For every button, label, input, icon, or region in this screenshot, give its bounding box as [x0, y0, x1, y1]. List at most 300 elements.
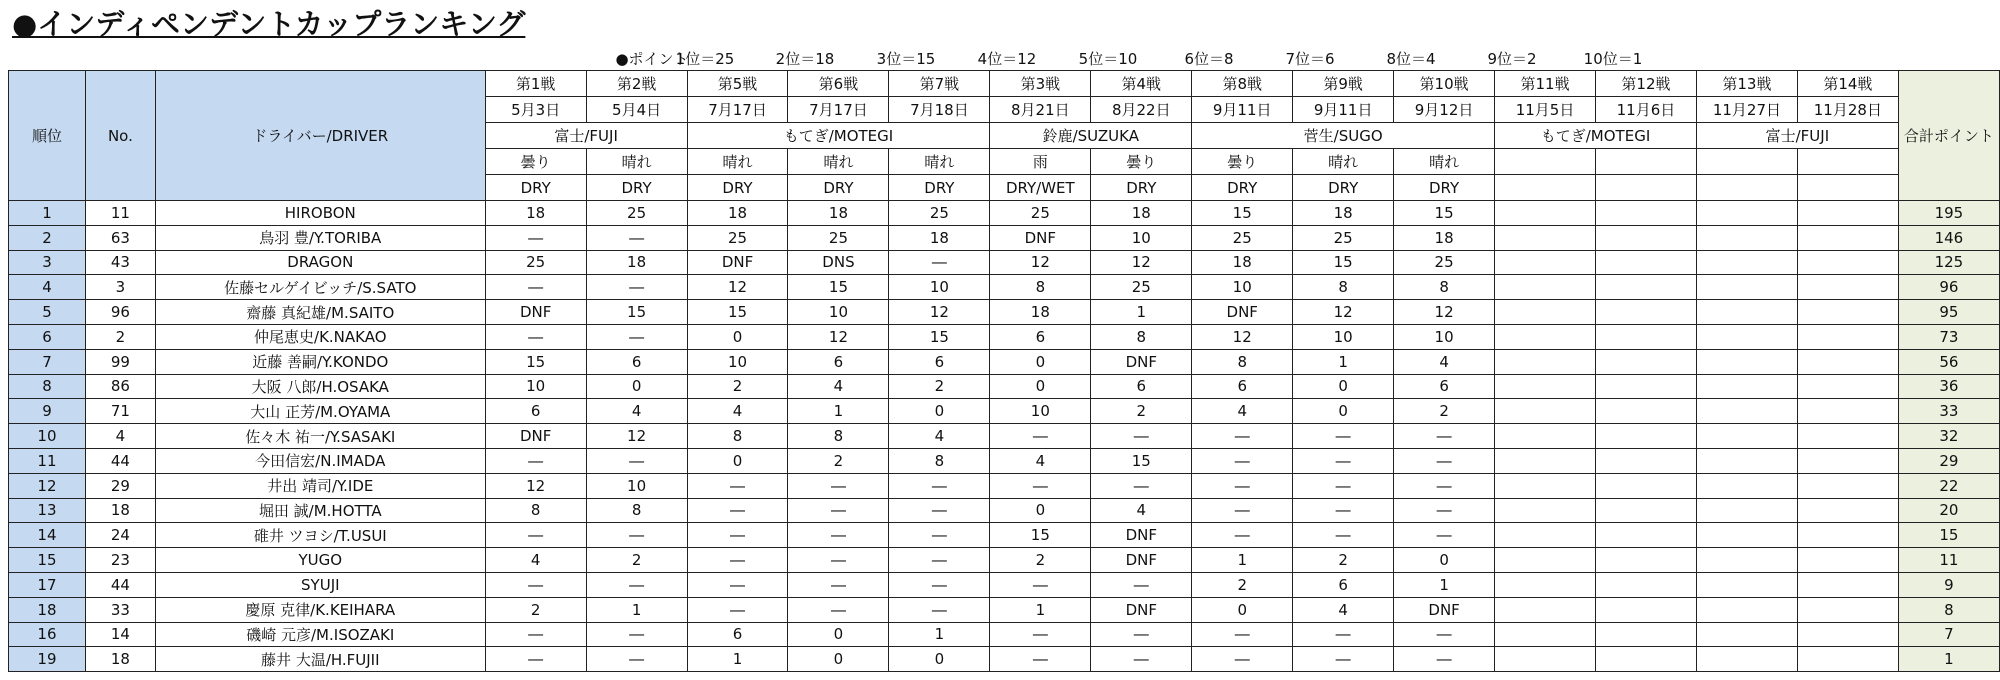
cell-result: 18 — [1293, 201, 1394, 226]
table-row — [9, 225, 2000, 250]
cell-result — [1797, 548, 1898, 573]
cell-result: 10 — [586, 473, 687, 498]
cell-rank: 4 — [9, 275, 86, 300]
cell-result: ― — [485, 225, 586, 250]
cell-result: 10 — [1192, 275, 1293, 300]
cell-driver: HIROBON — [155, 201, 485, 226]
cell-result: 8 — [990, 275, 1091, 300]
cell-rank: 8 — [9, 374, 86, 399]
cell-total: 9 — [1898, 572, 1999, 597]
table-row — [9, 275, 2000, 300]
header-weather: 雨 — [990, 149, 1091, 175]
cell-result: DNF — [1091, 349, 1192, 374]
cell-driver: SYUJI — [155, 572, 485, 597]
cell-result: 1 — [889, 622, 990, 647]
header-surface: DRY — [687, 175, 788, 201]
header-surface: DRY — [788, 175, 889, 201]
cell-no: 99 — [85, 349, 155, 374]
cell-driver: 藤井 大温/H.FUJII — [155, 647, 485, 672]
cell-result: ― — [788, 473, 889, 498]
cell-result — [1495, 300, 1596, 325]
cell-result: ― — [485, 523, 586, 548]
cell-result: ― — [1091, 622, 1192, 647]
cell-result — [1797, 225, 1898, 250]
header-date: 11月5日 — [1495, 97, 1596, 123]
cell-result — [1495, 275, 1596, 300]
cell-result: 4 — [788, 374, 889, 399]
cell-result: 4 — [889, 424, 990, 449]
points-rule: 10位＝1 — [1583, 50, 1643, 68]
points-rule: 1位＝25 — [675, 50, 735, 68]
cell-result — [1596, 300, 1697, 325]
cell-result — [1797, 399, 1898, 424]
cell-no: 96 — [85, 300, 155, 325]
cell-result: DNF — [485, 300, 586, 325]
cell-result: 4 — [1091, 498, 1192, 523]
cell-result: 25 — [687, 225, 788, 250]
header-date: 11月27日 — [1696, 97, 1797, 123]
cell-result — [1495, 498, 1596, 523]
cell-total: 146 — [1898, 225, 1999, 250]
cell-result — [1797, 424, 1898, 449]
header-date: 9月11日 — [1293, 97, 1394, 123]
cell-result — [1797, 275, 1898, 300]
cell-result — [1596, 647, 1697, 672]
cell-result: 6 — [990, 324, 1091, 349]
cell-result: 8 — [687, 424, 788, 449]
header-track: 富士/FUJI — [485, 123, 687, 149]
cell-result: ― — [1192, 424, 1293, 449]
cell-result — [1696, 622, 1797, 647]
cell-result: ― — [687, 548, 788, 573]
header-surface: DRY — [1091, 175, 1192, 201]
cell-result: 15 — [1192, 201, 1293, 226]
cell-result: 15 — [1293, 250, 1394, 275]
cell-no: 43 — [85, 250, 155, 275]
points-legend — [0, 48, 2000, 68]
cell-result — [1596, 225, 1697, 250]
header-date: 5月3日 — [485, 97, 586, 123]
table-row — [9, 324, 2000, 349]
cell-result: ― — [485, 572, 586, 597]
cell-result — [1696, 275, 1797, 300]
cell-result: 0 — [889, 399, 990, 424]
cell-result: DNF — [1091, 597, 1192, 622]
cell-rank: 18 — [9, 597, 86, 622]
cell-rank: 1 — [9, 201, 86, 226]
cell-result: 10 — [889, 275, 990, 300]
cell-result: 4 — [687, 399, 788, 424]
cell-result: DNF — [1091, 523, 1192, 548]
cell-rank: 6 — [9, 324, 86, 349]
cell-result: ― — [889, 548, 990, 573]
cell-result — [1495, 448, 1596, 473]
cell-result: 18 — [990, 300, 1091, 325]
cell-result — [1696, 647, 1797, 672]
cell-result: 12 — [485, 473, 586, 498]
cell-result: 0 — [1293, 399, 1394, 424]
cell-result: 12 — [1394, 300, 1495, 325]
cell-result: 18 — [889, 225, 990, 250]
cell-result: ― — [586, 275, 687, 300]
cell-result: 25 — [889, 201, 990, 226]
cell-result: ― — [1394, 498, 1495, 523]
cell-result: 1 — [1091, 300, 1192, 325]
cell-result — [1495, 374, 1596, 399]
cell-no: 86 — [85, 374, 155, 399]
cell-result: ― — [788, 498, 889, 523]
cell-result: 6 — [1394, 374, 1495, 399]
header-date: 7月17日 — [687, 97, 788, 123]
cell-result — [1596, 349, 1697, 374]
cell-result: 0 — [990, 349, 1091, 374]
cell-rank: 12 — [9, 473, 86, 498]
cell-result — [1495, 250, 1596, 275]
cell-result — [1495, 201, 1596, 226]
cell-result — [1696, 201, 1797, 226]
header-round: 第8戦 — [1192, 71, 1293, 97]
cell-result — [1797, 572, 1898, 597]
cell-result: ― — [1394, 647, 1495, 672]
cell-rank: 10 — [9, 424, 86, 449]
cell-result: ― — [1293, 622, 1394, 647]
cell-rank: 5 — [9, 300, 86, 325]
cell-no: 33 — [85, 597, 155, 622]
table-row — [9, 498, 2000, 523]
cell-rank: 2 — [9, 225, 86, 250]
cell-result: ― — [687, 523, 788, 548]
cell-result: 10 — [788, 300, 889, 325]
header-weather: 曇り — [1192, 149, 1293, 175]
cell-result: 2 — [990, 548, 1091, 573]
cell-driver: 碓井 ツヨシ/T.USUI — [155, 523, 485, 548]
cell-result: ― — [990, 622, 1091, 647]
table-row — [9, 201, 2000, 226]
cell-driver: 今田信宏/N.IMADA — [155, 448, 485, 473]
cell-result: ― — [687, 473, 788, 498]
header-date: 8月22日 — [1091, 97, 1192, 123]
cell-result — [1596, 622, 1697, 647]
cell-result — [1797, 349, 1898, 374]
table-row — [9, 523, 2000, 548]
header-weather — [1696, 149, 1797, 175]
cell-driver: 齋藤 真紀雄/M.SAITO — [155, 300, 485, 325]
cell-driver: 大山 正芳/M.OYAMA — [155, 399, 485, 424]
cell-result: DNF — [687, 250, 788, 275]
header-round: 第10戦 — [1394, 71, 1495, 97]
cell-no: 11 — [85, 201, 155, 226]
cell-rank: 3 — [9, 250, 86, 275]
cell-result: ― — [788, 597, 889, 622]
cell-result: ― — [1192, 448, 1293, 473]
header-date: 7月17日 — [788, 97, 889, 123]
cell-rank: 19 — [9, 647, 86, 672]
cell-result: ― — [1394, 448, 1495, 473]
cell-result: 18 — [687, 201, 788, 226]
header-round: 第5戦 — [687, 71, 788, 97]
header-round: 第12戦 — [1596, 71, 1697, 97]
cell-no: 3 — [85, 275, 155, 300]
header-surface — [1495, 175, 1596, 201]
header-track: もてぎ/MOTEGI — [687, 123, 990, 149]
cell-result: ― — [788, 523, 889, 548]
cell-result: DNS — [788, 250, 889, 275]
cell-result: ― — [687, 597, 788, 622]
cell-result: 25 — [788, 225, 889, 250]
cell-no: 14 — [85, 622, 155, 647]
cell-no: 23 — [85, 548, 155, 573]
cell-result — [1495, 225, 1596, 250]
header-round: 第11戦 — [1495, 71, 1596, 97]
cell-driver: 仲尾恵史/K.NAKAO — [155, 324, 485, 349]
cell-result — [1495, 473, 1596, 498]
cell-result: 15 — [1394, 201, 1495, 226]
cell-result: 2 — [1394, 399, 1495, 424]
cell-result: ― — [1091, 647, 1192, 672]
cell-driver: 磯崎 元彦/M.ISOZAKI — [155, 622, 485, 647]
cell-rank: 16 — [9, 622, 86, 647]
table-row — [9, 473, 2000, 498]
cell-result: DNF — [1394, 597, 1495, 622]
cell-rank: 7 — [9, 349, 86, 374]
cell-result: 15 — [485, 349, 586, 374]
cell-result — [1696, 399, 1797, 424]
cell-no: 44 — [85, 572, 155, 597]
header-weather: 晴れ — [889, 149, 990, 175]
cell-result: ― — [485, 448, 586, 473]
cell-result: 15 — [788, 275, 889, 300]
cell-result — [1495, 622, 1596, 647]
header-surface: DRY — [485, 175, 586, 201]
cell-result: 0 — [586, 374, 687, 399]
cell-result: ― — [1293, 647, 1394, 672]
table-row — [9, 597, 2000, 622]
cell-result: 12 — [788, 324, 889, 349]
cell-result: 18 — [1091, 201, 1192, 226]
cell-result: 12 — [687, 275, 788, 300]
header-round: 第3戦 — [990, 71, 1091, 97]
header-track: 鈴鹿/SUZUKA — [990, 123, 1192, 149]
table-row — [9, 424, 2000, 449]
cell-result: 0 — [687, 324, 788, 349]
cell-rank: 15 — [9, 548, 86, 573]
cell-result: 8 — [1091, 324, 1192, 349]
cell-driver: DRAGON — [155, 250, 485, 275]
cell-rank: 17 — [9, 572, 86, 597]
table-row — [9, 374, 2000, 399]
cell-rank: 13 — [9, 498, 86, 523]
header-date: 5月4日 — [586, 97, 687, 123]
cell-total: 1 — [1898, 647, 1999, 672]
cell-result: 15 — [889, 324, 990, 349]
header-track: 菅生/SUGO — [1192, 123, 1495, 149]
cell-result: ― — [889, 597, 990, 622]
header-weather: 晴れ — [1394, 149, 1495, 175]
cell-result: ― — [586, 572, 687, 597]
header-weather: 曇り — [1091, 149, 1192, 175]
cell-result — [1696, 300, 1797, 325]
header-surface: DRY — [586, 175, 687, 201]
cell-result: 4 — [1293, 597, 1394, 622]
cell-result: 2 — [1091, 399, 1192, 424]
header-date: 9月11日 — [1192, 97, 1293, 123]
cell-result: ― — [1192, 622, 1293, 647]
cell-result: ― — [1394, 523, 1495, 548]
cell-result: 18 — [1394, 225, 1495, 250]
cell-result: ― — [788, 548, 889, 573]
cell-result: 8 — [1192, 349, 1293, 374]
cell-result: ― — [1091, 572, 1192, 597]
cell-result: 10 — [485, 374, 586, 399]
header-surface: DRY — [889, 175, 990, 201]
cell-result: ― — [485, 647, 586, 672]
cell-result — [1596, 473, 1697, 498]
cell-result: ― — [889, 250, 990, 275]
points-rule: 5位＝10 — [1078, 50, 1138, 68]
table-row — [9, 399, 2000, 424]
cell-result: ― — [889, 523, 990, 548]
cell-result: 25 — [1293, 225, 1394, 250]
cell-result — [1696, 424, 1797, 449]
cell-result — [1797, 622, 1898, 647]
cell-result: 18 — [586, 250, 687, 275]
cell-result — [1596, 250, 1697, 275]
header-round: 第13戦 — [1696, 71, 1797, 97]
cell-total: 11 — [1898, 548, 1999, 573]
cell-result: 2 — [687, 374, 788, 399]
header-surface — [1797, 175, 1898, 201]
cell-result: 25 — [1091, 275, 1192, 300]
cell-result: 0 — [687, 448, 788, 473]
cell-result: 15 — [990, 523, 1091, 548]
cell-result — [1495, 597, 1596, 622]
cell-total: 73 — [1898, 324, 1999, 349]
header-surface: DRY/WET — [990, 175, 1091, 201]
cell-result: ― — [1293, 424, 1394, 449]
cell-result: 0 — [1293, 374, 1394, 399]
cell-result: 12 — [990, 250, 1091, 275]
cell-result: 8 — [1293, 275, 1394, 300]
cell-result: ― — [1091, 424, 1192, 449]
cell-result — [1696, 324, 1797, 349]
cell-result: ― — [990, 572, 1091, 597]
cell-result: 8 — [1394, 275, 1495, 300]
header-round: 第14戦 — [1797, 71, 1898, 97]
cell-result: ― — [586, 523, 687, 548]
cell-no: 24 — [85, 523, 155, 548]
cell-result — [1495, 324, 1596, 349]
cell-result — [1596, 424, 1697, 449]
cell-total: 15 — [1898, 523, 1999, 548]
cell-result — [1596, 597, 1697, 622]
table-row — [9, 448, 2000, 473]
cell-result: 12 — [586, 424, 687, 449]
cell-result — [1495, 647, 1596, 672]
cell-no: 18 — [85, 647, 155, 672]
cell-result: ― — [687, 498, 788, 523]
cell-rank: 9 — [9, 399, 86, 424]
cell-result: ― — [889, 473, 990, 498]
cell-result — [1696, 597, 1797, 622]
cell-no: 71 — [85, 399, 155, 424]
cell-result: ― — [586, 324, 687, 349]
cell-result: ― — [1192, 498, 1293, 523]
header-rank: 順位 — [9, 71, 86, 201]
cell-result: 2 — [1293, 548, 1394, 573]
cell-result: 10 — [687, 349, 788, 374]
header-round: 第4戦 — [1091, 71, 1192, 97]
cell-no: 44 — [85, 448, 155, 473]
points-rule: 6位＝8 — [1184, 50, 1234, 68]
cell-result: 12 — [1293, 300, 1394, 325]
cell-result: ― — [1394, 622, 1495, 647]
cell-result — [1696, 473, 1797, 498]
header-weather — [1797, 149, 1898, 175]
header-date: 7月18日 — [889, 97, 990, 123]
cell-result: ― — [788, 572, 889, 597]
header-driver: ドライバー/DRIVER — [155, 71, 485, 201]
table-row — [9, 622, 2000, 647]
cell-total: 36 — [1898, 374, 1999, 399]
cell-result: 18 — [788, 201, 889, 226]
cell-result — [1696, 374, 1797, 399]
cell-total: 125 — [1898, 250, 1999, 275]
cell-result: 1 — [990, 597, 1091, 622]
header-date: 8月21日 — [990, 97, 1091, 123]
cell-result — [1696, 523, 1797, 548]
cell-result: 25 — [586, 201, 687, 226]
header-date: 11月28日 — [1797, 97, 1898, 123]
cell-result: ― — [1394, 424, 1495, 449]
cell-result: DNF — [485, 424, 586, 449]
cell-result: ― — [889, 498, 990, 523]
cell-result: 12 — [1192, 324, 1293, 349]
header-weather: 晴れ — [586, 149, 687, 175]
cell-result: 18 — [485, 201, 586, 226]
cell-result — [1797, 324, 1898, 349]
page-title: ●インディペンデントカップランキング — [12, 7, 526, 41]
cell-result — [1797, 201, 1898, 226]
cell-result: ― — [990, 473, 1091, 498]
cell-result: 4 — [990, 448, 1091, 473]
cell-no: 63 — [85, 225, 155, 250]
cell-result: 15 — [586, 300, 687, 325]
header-date: 11月6日 — [1596, 97, 1697, 123]
cell-total: 95 — [1898, 300, 1999, 325]
cell-result — [1495, 399, 1596, 424]
cell-driver: 佐々木 祐一/Y.SASAKI — [155, 424, 485, 449]
cell-result — [1596, 448, 1697, 473]
cell-result: 2 — [586, 548, 687, 573]
cell-result: 10 — [1394, 324, 1495, 349]
cell-result: ― — [889, 572, 990, 597]
cell-result: 8 — [485, 498, 586, 523]
table-row — [9, 548, 2000, 573]
cell-result: ― — [1293, 448, 1394, 473]
cell-result: 6 — [586, 349, 687, 374]
cell-result: 0 — [889, 647, 990, 672]
cell-result: ― — [1293, 473, 1394, 498]
cell-result: ― — [1091, 473, 1192, 498]
header-weather: 晴れ — [1293, 149, 1394, 175]
cell-total: 22 — [1898, 473, 1999, 498]
cell-result: ― — [1394, 473, 1495, 498]
cell-result: ― — [1192, 473, 1293, 498]
cell-driver: 井出 靖司/Y.IDE — [155, 473, 485, 498]
cell-result — [1797, 498, 1898, 523]
cell-result: ― — [586, 647, 687, 672]
points-rule: 8位＝4 — [1386, 50, 1436, 68]
